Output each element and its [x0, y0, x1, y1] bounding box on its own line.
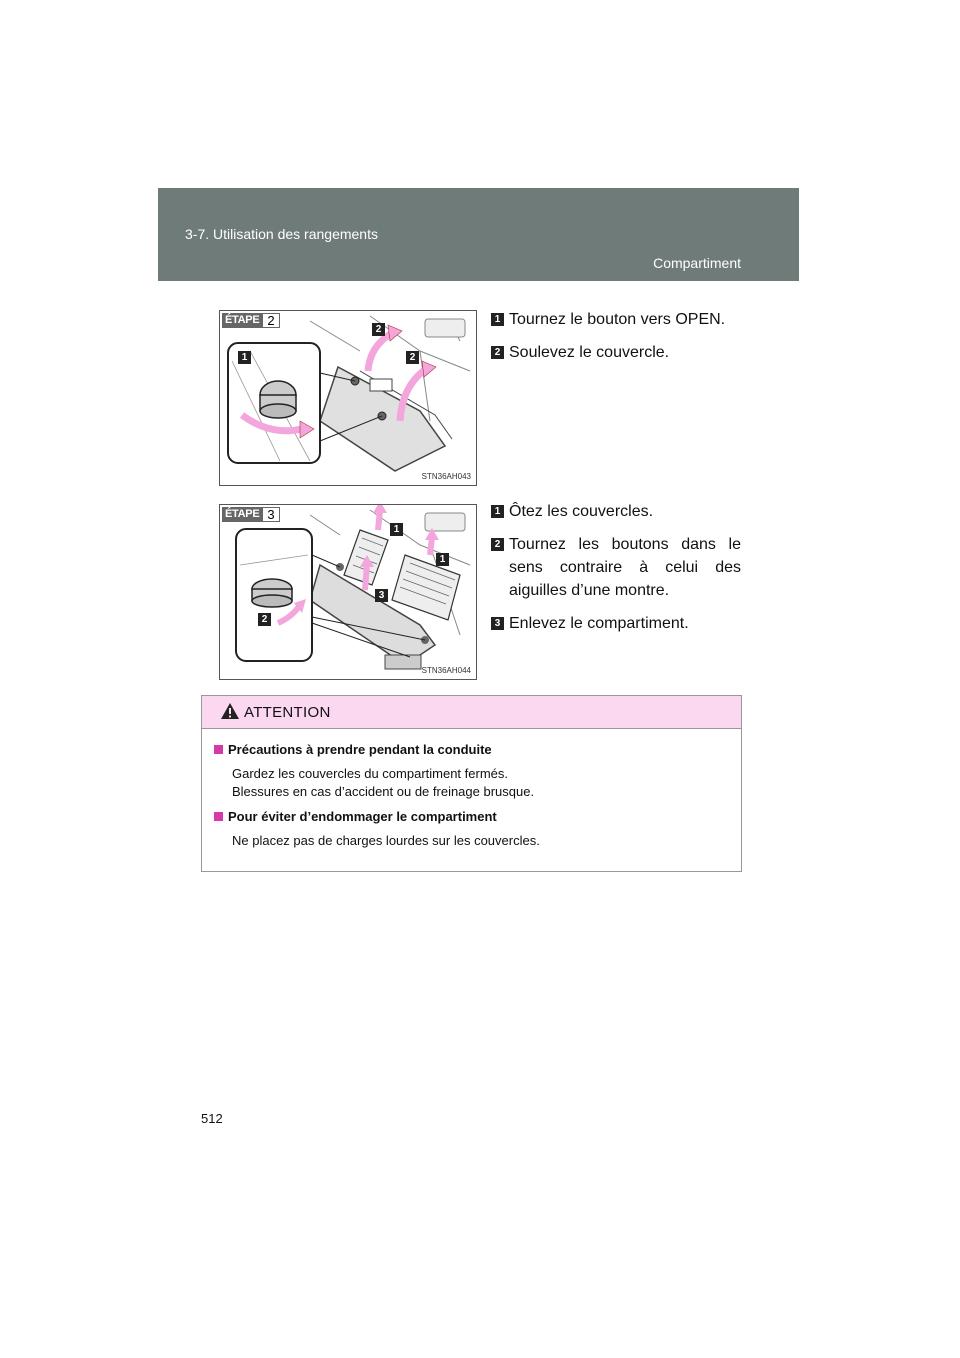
warning-section-text: Gardez les couvercles du compartiment fermés. Blessures en cas d’accident ou de freinage brusque.: [232, 766, 535, 799]
step-text: Soulevez le couvercle.: [509, 344, 670, 361]
step-text: Tournez le bouton vers OPEN.: [509, 311, 726, 328]
steps-list-2: [491, 500, 741, 645]
callout-1b: 1: [436, 553, 449, 566]
topic-title: Compartiment: [653, 255, 741, 271]
step-badge: ÉTAPE 3: [222, 507, 280, 522]
warning-header: [202, 696, 741, 729]
compartment-illustration: [220, 311, 476, 485]
figure-step-3: [219, 504, 477, 680]
step-number: 3: [491, 617, 504, 630]
step-text: Tournez les boutons dans le sens contraire à celui des aiguilles d’une montre.: [509, 536, 741, 599]
callout-1: 1: [238, 351, 251, 364]
step-text: Enlevez le compartiment.: [509, 615, 689, 632]
warning-title: ATTENTION: [244, 704, 331, 721]
warning-triangle-icon: [220, 702, 240, 720]
figure-step-2: [219, 310, 477, 486]
section-title: 3-7. Utilisation des rangements: [185, 226, 378, 242]
steps-list-1: [491, 308, 741, 374]
step-text: Ôtez les couvercles.: [509, 503, 654, 520]
step-item: [491, 533, 741, 602]
callout-3: 3: [375, 589, 388, 602]
arrow-lift-icon: [368, 333, 392, 371]
step-number: 1: [491, 505, 504, 518]
square-bullet-icon: [214, 812, 223, 821]
step-item: [491, 308, 741, 331]
warning-section-title: Précautions à prendre pendant la conduite: [214, 741, 731, 759]
step-item: [491, 612, 741, 635]
step-item: [491, 500, 741, 523]
warning-section-text: Ne placez pas de charges lourdes sur les couvercles.: [232, 833, 540, 848]
figure-code: STN36AH043: [421, 472, 471, 481]
step-number: 2: [491, 346, 504, 359]
square-bullet-icon: [214, 745, 223, 754]
warning-body: [202, 729, 741, 850]
callout-2: 2: [372, 323, 385, 336]
step-number: 1: [491, 313, 504, 326]
warning-box: [201, 695, 742, 872]
step-number: 2: [491, 538, 504, 551]
callout-2: 2: [258, 613, 271, 626]
page-header: [158, 188, 799, 281]
figure-code: STN36AH044: [421, 666, 471, 675]
step-item: [491, 341, 741, 364]
compartment-illustration: [220, 505, 476, 679]
step-badge: ÉTAPE 2: [222, 313, 280, 328]
warning-section-title: Pour éviter d’endommager le compartiment: [214, 808, 731, 826]
callout-2b: 2: [406, 351, 419, 364]
callout-1: 1: [390, 523, 403, 536]
page-number: 512: [201, 1111, 223, 1126]
